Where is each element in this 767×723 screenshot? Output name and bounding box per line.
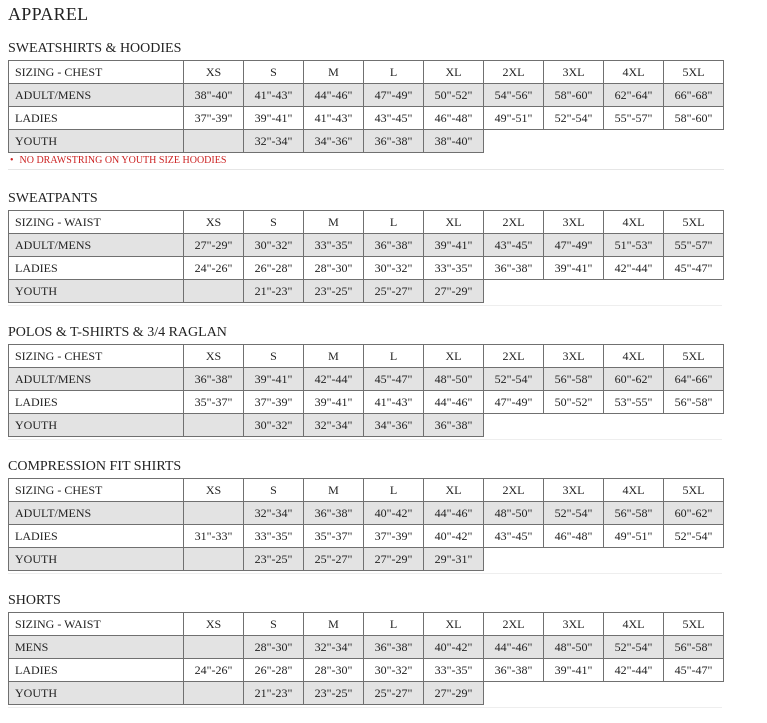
empty-cell — [604, 280, 664, 303]
measurement-cell: 36"-38" — [364, 636, 424, 659]
bullet-icon: • — [10, 155, 14, 166]
measurement-cell — [184, 636, 244, 659]
row-label-cell: ADULT/MENS — [9, 234, 184, 257]
measurement-cell: 50"-52" — [544, 391, 604, 414]
measurement-cell — [184, 130, 244, 153]
table-row — [9, 391, 724, 414]
measurement-cell: 52"-54" — [604, 636, 664, 659]
row-label-cell: LADIES — [9, 659, 184, 682]
row-label-cell: LADIES — [9, 525, 184, 548]
size-header-cell: 2XL — [484, 211, 544, 234]
table-header-row — [9, 479, 724, 502]
size-header-cell: 5XL — [664, 211, 724, 234]
size-header-cell: L — [364, 613, 424, 636]
table-row — [9, 107, 724, 130]
row-label-cell: LADIES — [9, 257, 184, 280]
size-header-cell: XS — [184, 613, 244, 636]
section-title: SWEATPANTS — [8, 191, 98, 206]
measurement-cell: 28"-30" — [244, 636, 304, 659]
measurement-cell: 33"-35" — [424, 257, 484, 280]
row-label-cell: YOUTH — [9, 682, 184, 705]
measurement-cell: 42"-44" — [304, 368, 364, 391]
size-header-cell: 2XL — [484, 479, 544, 502]
measurement-cell — [184, 682, 244, 705]
empty-cell — [664, 130, 724, 153]
size-header-cell: S — [244, 211, 304, 234]
size-header-cell: XL — [424, 211, 484, 234]
size-table — [8, 478, 724, 571]
measurement-cell: 35"-37" — [184, 391, 244, 414]
measurement-cell: 26"-28" — [244, 257, 304, 280]
size-header-cell: XS — [184, 479, 244, 502]
empty-cell — [664, 682, 724, 705]
size-header-cell: XL — [424, 479, 484, 502]
measurement-cell: 28"-30" — [304, 257, 364, 280]
size-header-cell: M — [304, 345, 364, 368]
size-header-cell: XS — [184, 211, 244, 234]
page-title: APPAREL — [8, 4, 89, 24]
row-label-cell: YOUTH — [9, 130, 184, 153]
measurement-cell: 44"-46" — [424, 391, 484, 414]
sizing-header-cell: SIZING - WAIST — [9, 211, 184, 234]
empty-cell — [484, 280, 544, 303]
section-title: SWEATSHIRTS & HOODIES — [8, 41, 182, 56]
measurement-cell: 28"-30" — [304, 659, 364, 682]
measurement-cell: 38"-40" — [184, 84, 244, 107]
measurement-cell: 49"-51" — [484, 107, 544, 130]
size-header-cell: 2XL — [484, 345, 544, 368]
empty-cell — [604, 414, 664, 437]
measurement-cell: 34"-36" — [364, 414, 424, 437]
size-header-cell: 3XL — [544, 479, 604, 502]
section-shorts — [8, 592, 724, 708]
measurement-cell: 45"-47" — [364, 368, 424, 391]
measurement-cell: 41"-43" — [244, 84, 304, 107]
empty-cell — [664, 548, 724, 571]
measurement-cell: 39"-41" — [244, 368, 304, 391]
sizing-header-cell: SIZING - CHEST — [9, 345, 184, 368]
row-label-cell: MENS — [9, 636, 184, 659]
measurement-cell: 24"-26" — [184, 257, 244, 280]
measurement-cell: 43"-45" — [484, 525, 544, 548]
measurement-cell: 56"-58" — [664, 636, 724, 659]
measurement-cell: 33"-35" — [304, 234, 364, 257]
measurement-cell: 27"-29" — [184, 234, 244, 257]
size-header-cell: 3XL — [544, 345, 604, 368]
measurement-cell: 26"-28" — [244, 659, 304, 682]
measurement-cell: 27"-29" — [424, 682, 484, 705]
section-polos-tshirts-raglan — [8, 324, 724, 440]
measurement-cell: 39"-41" — [544, 659, 604, 682]
measurement-cell: 41"-43" — [364, 391, 424, 414]
measurement-cell: 48"-50" — [544, 636, 604, 659]
measurement-cell: 27"-29" — [424, 280, 484, 303]
measurement-cell: 43"-45" — [484, 234, 544, 257]
section-title: SHORTS — [8, 593, 61, 608]
measurement-cell: 24"-26" — [184, 659, 244, 682]
size-header-cell: L — [364, 211, 424, 234]
measurement-cell: 23"-25" — [244, 548, 304, 571]
measurement-cell: 49"-51" — [604, 525, 664, 548]
section-compression-fit-shirts — [8, 458, 724, 574]
measurement-cell: 52"-54" — [484, 368, 544, 391]
measurement-cell: 48"-50" — [484, 502, 544, 525]
section-sweatshirts-hoodies — [8, 40, 724, 170]
measurement-cell: 29"-31" — [424, 548, 484, 571]
measurement-cell: 45"-47" — [664, 659, 724, 682]
measurement-cell: 43"-45" — [364, 107, 424, 130]
size-table — [8, 210, 724, 303]
measurement-cell: 23"-25" — [304, 682, 364, 705]
row-label-cell: YOUTH — [9, 414, 184, 437]
measurement-cell: 64"-66" — [664, 368, 724, 391]
measurement-cell: 46"-48" — [544, 525, 604, 548]
measurement-cell: 40"-42" — [424, 525, 484, 548]
measurement-cell: 32"-34" — [304, 636, 364, 659]
section-divider — [8, 571, 722, 574]
size-header-cell: 5XL — [664, 61, 724, 84]
section-title: POLOS & T-SHIRTS & 3/4 RAGLAN — [8, 325, 227, 340]
measurement-cell — [184, 502, 244, 525]
size-table — [8, 344, 724, 437]
table-row — [9, 502, 724, 525]
size-header-cell: S — [244, 613, 304, 636]
measurement-cell: 39"-41" — [304, 391, 364, 414]
measurement-cell: 58"-60" — [544, 84, 604, 107]
size-header-cell: 2XL — [484, 613, 544, 636]
measurement-cell: 36"-38" — [304, 502, 364, 525]
sizing-header-cell: SIZING - CHEST — [9, 61, 184, 84]
measurement-cell: 36"-38" — [424, 414, 484, 437]
measurement-cell: 34"-36" — [304, 130, 364, 153]
measurement-cell: 32"-34" — [304, 414, 364, 437]
row-label-cell: ADULT/MENS — [9, 368, 184, 391]
empty-cell — [544, 548, 604, 571]
size-header-cell: 3XL — [544, 211, 604, 234]
measurement-cell: 25"-27" — [304, 548, 364, 571]
empty-cell — [544, 682, 604, 705]
measurement-cell: 37"-39" — [184, 107, 244, 130]
sizing-header-cell: SIZING - WAIST — [9, 613, 184, 636]
size-header-cell: S — [244, 61, 304, 84]
measurement-cell: 66"-68" — [664, 84, 724, 107]
size-header-cell: XS — [184, 61, 244, 84]
row-label-cell: ADULT/MENS — [9, 502, 184, 525]
table-header-row — [9, 613, 724, 636]
size-header-cell: XL — [424, 61, 484, 84]
section-title: COMPRESSION FIT SHIRTS — [8, 459, 182, 474]
measurement-cell: 54"-56" — [484, 84, 544, 107]
measurement-cell: 30"-32" — [244, 414, 304, 437]
empty-cell — [484, 682, 544, 705]
table-row — [9, 414, 724, 437]
measurement-cell: 27"-29" — [364, 548, 424, 571]
table-header-row — [9, 345, 724, 368]
size-header-cell: S — [244, 345, 304, 368]
table-row — [9, 257, 724, 280]
measurement-cell: 40"-42" — [424, 636, 484, 659]
table-row — [9, 280, 724, 303]
table-row — [9, 682, 724, 705]
measurement-cell: 40"-42" — [364, 502, 424, 525]
measurement-cell: 36"-38" — [484, 659, 544, 682]
measurement-cell: 39"-41" — [544, 257, 604, 280]
sizing-header-cell: SIZING - CHEST — [9, 479, 184, 502]
section-divider — [8, 303, 722, 306]
table-row — [9, 548, 724, 571]
table-header-row — [9, 61, 724, 84]
measurement-cell: 30"-32" — [364, 257, 424, 280]
measurement-cell: 25"-27" — [364, 682, 424, 705]
measurement-cell: 60"-62" — [664, 502, 724, 525]
measurement-cell: 36"-38" — [184, 368, 244, 391]
size-header-cell: M — [304, 211, 364, 234]
size-header-cell: L — [364, 61, 424, 84]
measurement-cell: 56"-58" — [604, 502, 664, 525]
section-sweatpants — [8, 190, 724, 306]
size-header-cell: 5XL — [664, 479, 724, 502]
measurement-cell: 47"-49" — [484, 391, 544, 414]
measurement-cell: 45"-47" — [664, 257, 724, 280]
size-header-cell: 4XL — [604, 211, 664, 234]
measurement-cell: 39"-41" — [244, 107, 304, 130]
section-divider — [8, 705, 722, 708]
measurement-cell: 36"-38" — [364, 234, 424, 257]
empty-cell — [664, 414, 724, 437]
size-header-cell: 5XL — [664, 345, 724, 368]
measurement-cell: 21"-23" — [244, 682, 304, 705]
empty-cell — [544, 130, 604, 153]
measurement-cell: 31"-33" — [184, 525, 244, 548]
size-header-cell: 4XL — [604, 613, 664, 636]
measurement-cell: 42"-44" — [604, 659, 664, 682]
table-row — [9, 130, 724, 153]
empty-cell — [604, 130, 664, 153]
size-header-cell: 3XL — [544, 61, 604, 84]
measurement-cell: 60"-62" — [604, 368, 664, 391]
row-label-cell: ADULT/MENS — [9, 84, 184, 107]
empty-cell — [484, 130, 544, 153]
empty-cell — [544, 280, 604, 303]
size-header-cell: L — [364, 479, 424, 502]
section-note — [8, 153, 724, 170]
size-header-cell: 4XL — [604, 61, 664, 84]
measurement-cell: 39"-41" — [424, 234, 484, 257]
size-header-cell: L — [364, 345, 424, 368]
measurement-cell: 36"-38" — [364, 130, 424, 153]
row-label-cell: YOUTH — [9, 548, 184, 571]
measurement-cell — [184, 280, 244, 303]
empty-cell — [484, 548, 544, 571]
size-header-cell: 2XL — [484, 61, 544, 84]
table-row — [9, 659, 724, 682]
note-text: NO DRAWSTRING ON YOUTH SIZE HOODIES — [19, 155, 227, 166]
empty-cell — [604, 682, 664, 705]
measurement-cell: 25"-27" — [364, 280, 424, 303]
measurement-cell: 52"-54" — [664, 525, 724, 548]
measurement-cell: 47"-49" — [364, 84, 424, 107]
size-header-cell: XS — [184, 345, 244, 368]
measurement-cell: 42"-44" — [604, 257, 664, 280]
size-table — [8, 60, 724, 153]
section-divider — [8, 437, 722, 440]
table-row — [9, 368, 724, 391]
size-header-cell: 3XL — [544, 613, 604, 636]
measurement-cell: 32"-34" — [244, 130, 304, 153]
measurement-cell: 35"-37" — [304, 525, 364, 548]
measurement-cell: 47"-49" — [544, 234, 604, 257]
measurement-cell: 23"-25" — [304, 280, 364, 303]
measurement-cell: 50"-52" — [424, 84, 484, 107]
measurement-cell: 52"-54" — [544, 107, 604, 130]
measurement-cell: 37"-39" — [244, 391, 304, 414]
empty-cell — [604, 548, 664, 571]
size-header-cell: 4XL — [604, 345, 664, 368]
measurement-cell: 56"-58" — [664, 391, 724, 414]
measurement-cell: 46"-48" — [424, 107, 484, 130]
measurement-cell — [184, 414, 244, 437]
measurement-cell: 62"-64" — [604, 84, 664, 107]
measurement-cell: 38"-40" — [424, 130, 484, 153]
table-row — [9, 234, 724, 257]
measurement-cell — [184, 548, 244, 571]
measurement-cell: 55"-57" — [604, 107, 664, 130]
size-header-cell: XL — [424, 345, 484, 368]
measurement-cell: 33"-35" — [244, 525, 304, 548]
size-header-cell: XL — [424, 613, 484, 636]
table-row — [9, 84, 724, 107]
size-table — [8, 612, 724, 705]
size-header-cell: S — [244, 479, 304, 502]
size-header-cell: 4XL — [604, 479, 664, 502]
measurement-cell: 32"-34" — [244, 502, 304, 525]
measurement-cell: 30"-32" — [244, 234, 304, 257]
table-header-row — [9, 211, 724, 234]
measurement-cell: 55"-57" — [664, 234, 724, 257]
size-header-cell: 5XL — [664, 613, 724, 636]
measurement-cell: 41"-43" — [304, 107, 364, 130]
empty-cell — [664, 280, 724, 303]
measurement-cell: 48"-50" — [424, 368, 484, 391]
empty-cell — [544, 414, 604, 437]
measurement-cell: 30"-32" — [364, 659, 424, 682]
size-header-cell: M — [304, 479, 364, 502]
measurement-cell: 53"-55" — [604, 391, 664, 414]
measurement-cell: 44"-46" — [304, 84, 364, 107]
measurement-cell: 58"-60" — [664, 107, 724, 130]
measurement-cell: 21"-23" — [244, 280, 304, 303]
table-row — [9, 636, 724, 659]
size-header-cell: M — [304, 613, 364, 636]
measurement-cell: 33"-35" — [424, 659, 484, 682]
row-label-cell: LADIES — [9, 391, 184, 414]
measurement-cell: 52"-54" — [544, 502, 604, 525]
measurement-cell: 56"-58" — [544, 368, 604, 391]
row-label-cell: LADIES — [9, 107, 184, 130]
measurement-cell: 51"-53" — [604, 234, 664, 257]
measurement-cell: 36"-38" — [484, 257, 544, 280]
measurement-cell: 44"-46" — [484, 636, 544, 659]
empty-cell — [484, 414, 544, 437]
measurement-cell: 44"-46" — [424, 502, 484, 525]
table-row — [9, 525, 724, 548]
size-header-cell: M — [304, 61, 364, 84]
row-label-cell: YOUTH — [9, 280, 184, 303]
measurement-cell: 37"-39" — [364, 525, 424, 548]
